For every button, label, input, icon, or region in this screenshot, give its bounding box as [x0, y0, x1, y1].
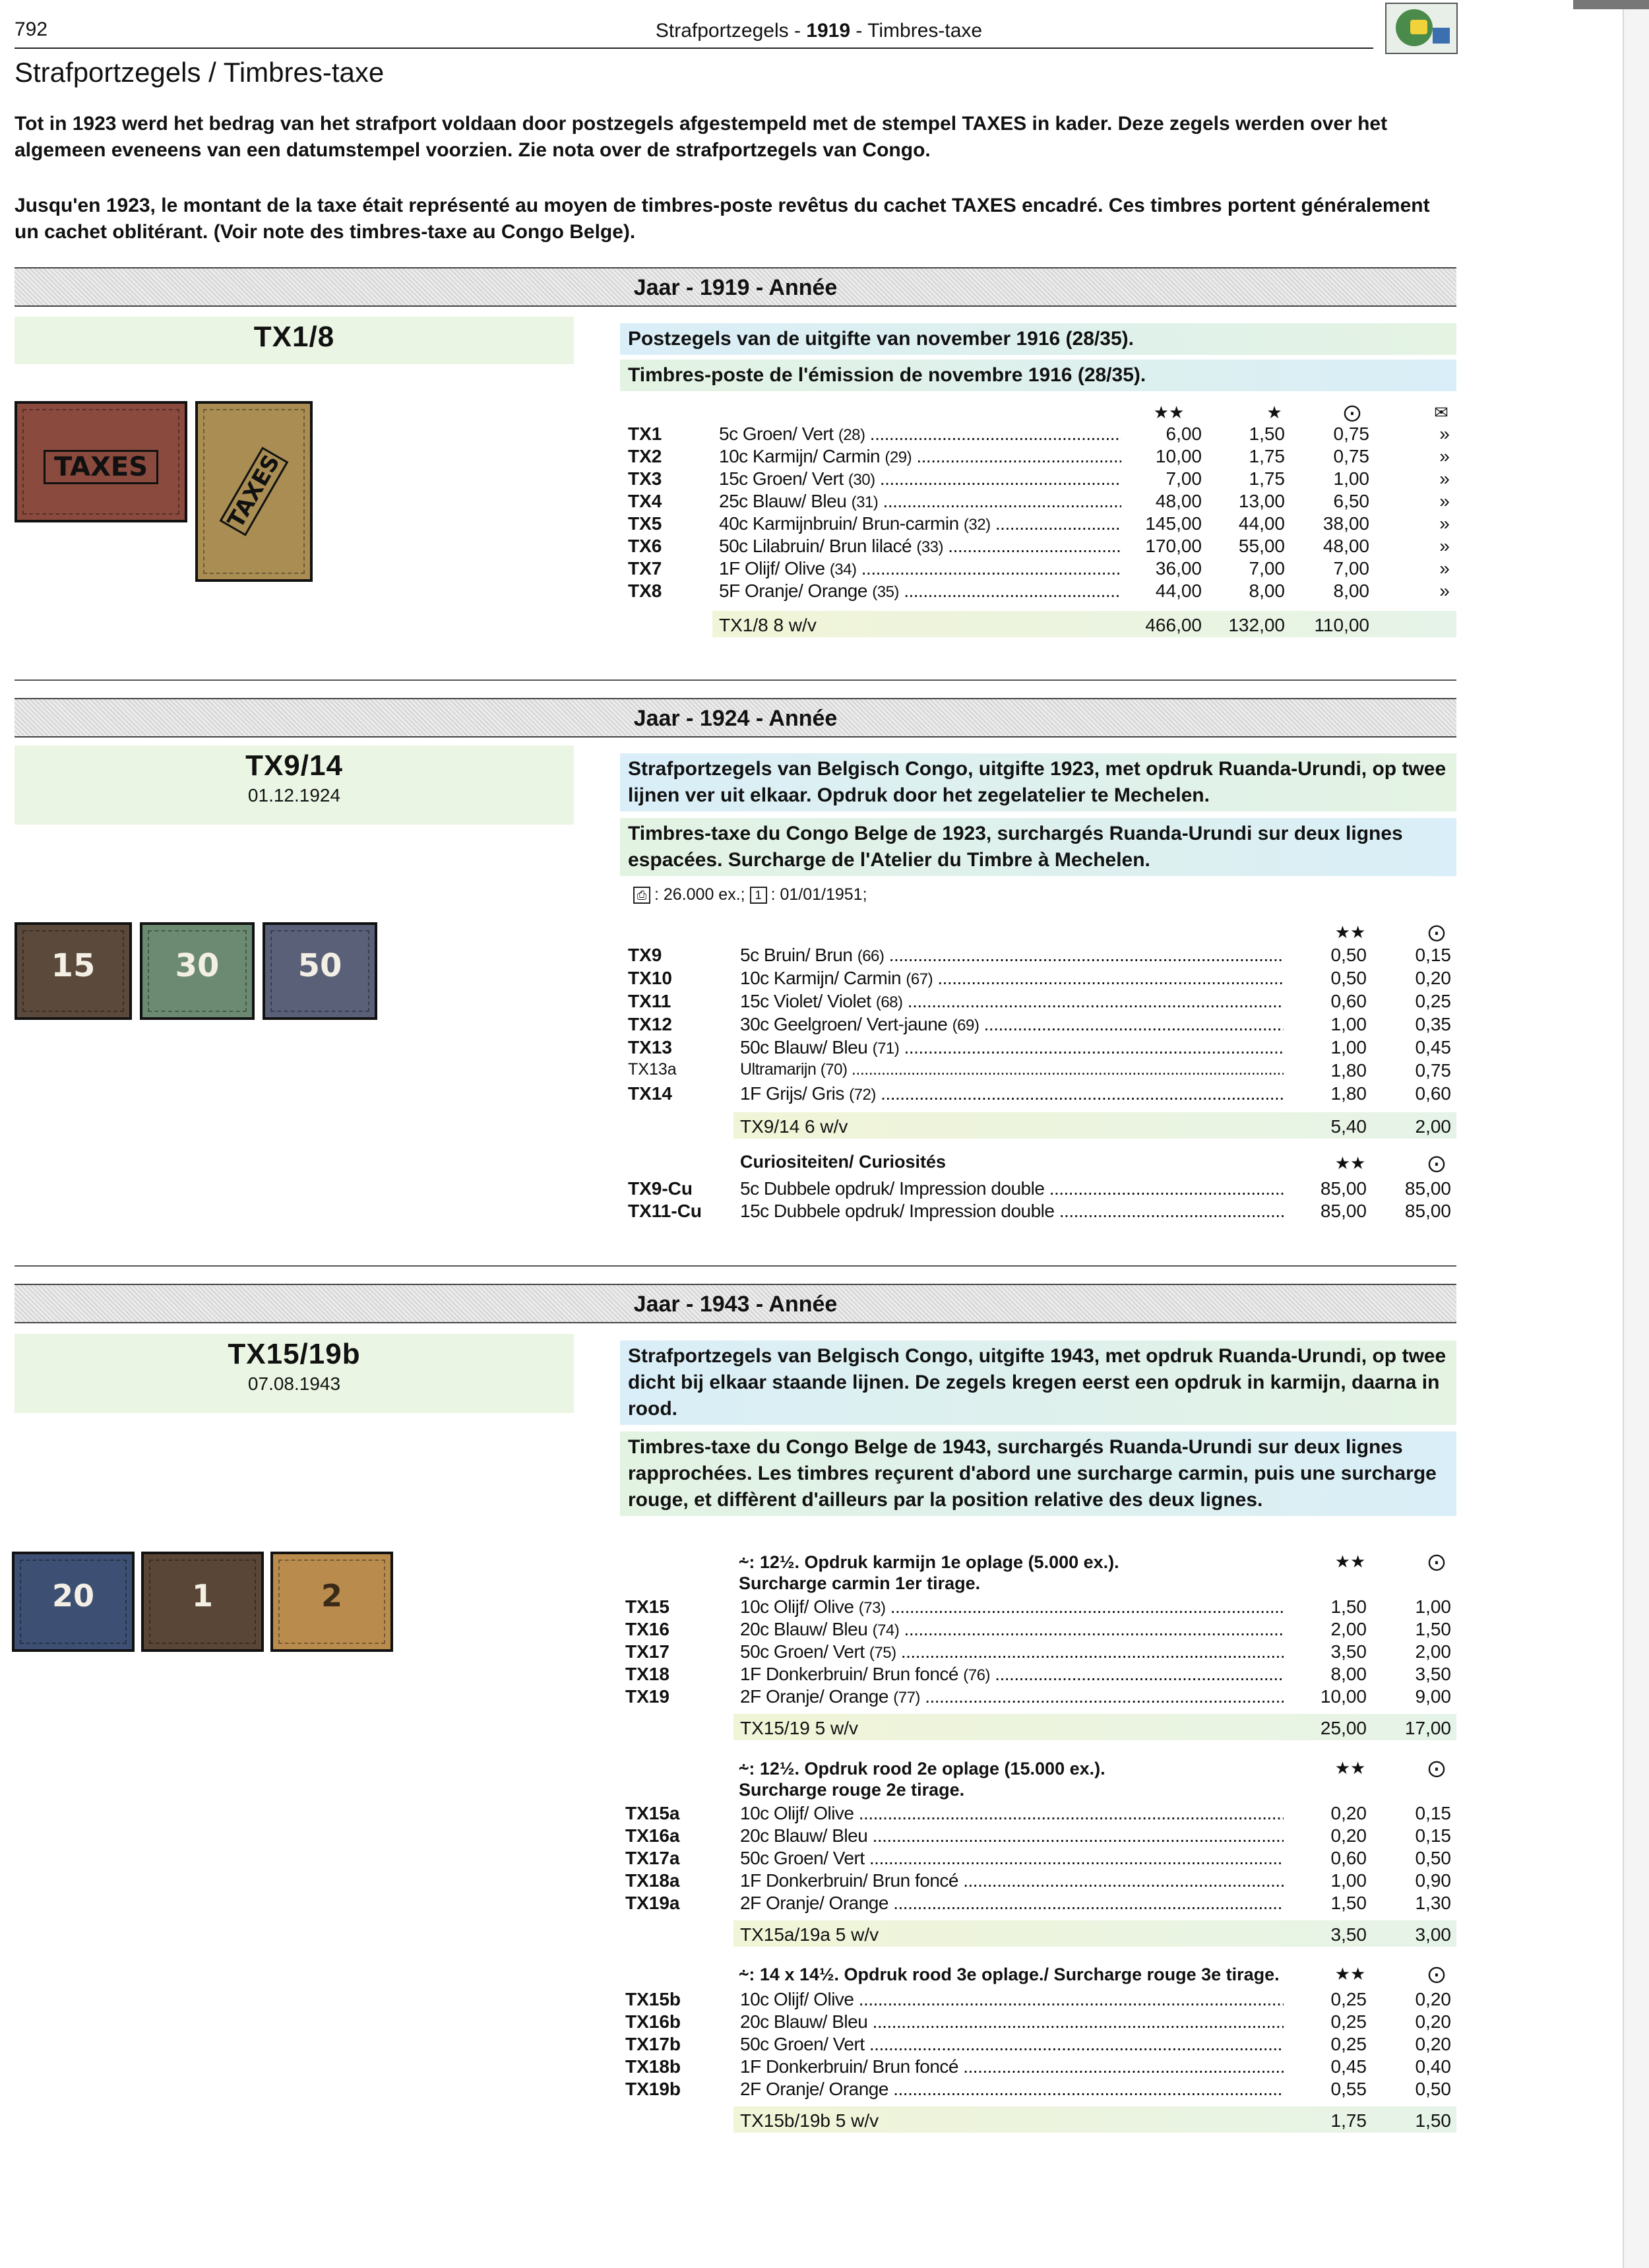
price-cover: » [1439, 513, 1450, 534]
item-reference: (72) [849, 1086, 876, 1104]
section-divider [15, 679, 1456, 681]
item-description: 2F Oranje/ Orange (77) ..... [740, 1686, 1284, 1707]
price-used: 0,20 [1415, 1989, 1451, 2009]
price-mint: 1,00 [1330, 1870, 1367, 1891]
catalogue-number: TX5 [628, 513, 662, 534]
item-reference: (71) [872, 1040, 900, 1057]
price-hinged: 44,00 [1238, 513, 1285, 534]
stamp-image: TAXES [15, 401, 187, 522]
catalogue-code: TX15/19b [228, 1338, 361, 1370]
description-nl: Strafportzegels van Belgisch Congo, uitgifte 1923, met opdruk Ruanda-Urundi, op twee lijnen ver uit elkaar. Opdruk door het zegelatelier te Mechelen. [620, 753, 1456, 811]
table-row [0, 1870, 1649, 1893]
mint-icon: ★★ [1334, 922, 1366, 942]
price-used: 110,00 [1314, 615, 1369, 635]
price-used: 0,20 [1415, 968, 1451, 988]
price-mint: 5,40 [1330, 1116, 1367, 1137]
item-reference: (73) [858, 1599, 886, 1617]
price-mint: 170,00 [1145, 536, 1202, 556]
table-row [0, 945, 1649, 967]
price-used: 0,20 [1415, 2011, 1451, 2032]
item-description: 25c Blauw/ Bleu (31) ..... [719, 491, 1121, 512]
stamp-image: 1 [141, 1552, 264, 1652]
price-used: 0,25 [1415, 991, 1451, 1011]
price-mint: 0,20 [1330, 1803, 1367, 1823]
item-description: 10c Olijf/ Olive (73) ..... [740, 1596, 1284, 1618]
price-hinged: 132,00 [1228, 615, 1285, 635]
catalogue-number: TX4 [628, 491, 662, 511]
catalogue-number: TX18b [625, 2056, 681, 2077]
price-used: 0,20 [1415, 2034, 1451, 2054]
perforation-note-line: : 12½. Opdruk karmijn 1e oplage (5.000 ex.). [749, 1552, 1119, 1572]
section-title: Strafportzegels / Timbres-taxe [15, 57, 385, 88]
mint-icon: ★★ [1334, 1964, 1366, 1984]
price-mint: 0,60 [1330, 991, 1367, 1011]
set-total-label: TX1/8 8 w/v [719, 615, 817, 635]
price-hinged: 55,00 [1238, 536, 1285, 556]
catalogue-code: TX1/8 [253, 321, 335, 353]
stamp-image: 2 [270, 1552, 393, 1652]
price-mint: 3,50 [1330, 1924, 1367, 1945]
catalogue-number: TX18 [625, 1664, 669, 1684]
stamp-image: 15 [15, 922, 132, 1020]
stamp-image: 20 [12, 1552, 135, 1652]
catalogue-number: TX3 [628, 468, 662, 489]
item-description: 10c Karmijn/ Carmin (67) ..... [740, 968, 1284, 989]
price-used: 3,50 [1415, 1664, 1451, 1684]
table-row [0, 581, 1649, 603]
table-row [0, 1989, 1649, 2011]
catalogue-number: TX8 [628, 581, 662, 601]
item-description: 50c Blauw/ Bleu (71) ..... [740, 1037, 1284, 1058]
table-row [0, 2034, 1649, 2056]
price-mint: 0,55 [1330, 2079, 1367, 2099]
price-hinged: 1,50 [1249, 424, 1285, 444]
price-cover: » [1439, 581, 1450, 601]
page-corner-tab [1573, 0, 1649, 9]
mint-icon: ★★ [1334, 1153, 1366, 1173]
price-mint: 3,50 [1330, 1641, 1367, 1662]
item-description: 30c Geelgroen/ Vert-jaune (69) ..... [740, 1014, 1284, 1035]
price-used: 3,00 [1415, 1924, 1451, 1945]
price-mint: 10,00 [1320, 1686, 1367, 1707]
item-description: 10c Olijf/ Olive ..... [740, 1989, 1284, 2010]
perforation-note-line: Surcharge rouge 2e tirage. [739, 1780, 965, 1800]
price-mint: 0,25 [1330, 2011, 1367, 2032]
description-fr: Timbres-taxe du Congo Belge de 1923, surchargés Ruanda-Urundi sur deux lignes espacées. Surcharge de l'Atelier du Timbre à Mechelen. [620, 818, 1456, 876]
price-hinged: 1,75 [1249, 468, 1285, 489]
item-description: 10c Olijf/ Olive ..... [740, 1803, 1284, 1824]
price-mint: 10,00 [1155, 446, 1202, 466]
catalogue-number: TX10 [628, 968, 672, 988]
catalogue-code-box [15, 317, 574, 364]
item-description: 1F Grijs/ Gris (72) ..... [740, 1083, 1284, 1104]
set-total-label: TX15/19 5 w/v [740, 1718, 858, 1738]
item-description: 50c Groen/ Vert (75) ..... [740, 1641, 1284, 1662]
catalogue-number: TX11 [628, 991, 671, 1011]
catalogue-number: TX6 [628, 536, 662, 556]
column-headers [0, 922, 1649, 945]
catalogue-number: TX19 [625, 1686, 669, 1707]
item-description: 20c Blauw/ Bleu (74) ..... [740, 1619, 1284, 1640]
issue-date: 07.08.1943 [247, 1373, 341, 1394]
item-reference: (69) [952, 1017, 980, 1034]
hinged-icon: ★ [1266, 402, 1282, 422]
issue-date: 01.12.1924 [247, 785, 341, 805]
item-reference: (28) [838, 426, 865, 444]
used-icon: ⨀ [1344, 402, 1361, 422]
price-mint: 0,50 [1330, 968, 1367, 988]
table-row [0, 2056, 1649, 2079]
item-reference: (32) [963, 516, 991, 534]
table-row [0, 1178, 1649, 1201]
price-mint: 1,80 [1330, 1060, 1367, 1081]
item-description: 2F Oranje/ Orange ..... [740, 1893, 1284, 1914]
section-divider [15, 1265, 1456, 1267]
item-reference: (77) [893, 1689, 920, 1707]
price-mint: 1,00 [1330, 1037, 1367, 1057]
price-mint: 36,00 [1155, 558, 1202, 579]
price-used: 2,00 [1415, 1641, 1451, 1662]
catalogue-number: TX1 [628, 424, 662, 444]
set-total-label: TX15a/19a 5 w/v [740, 1924, 879, 1945]
price-used: 1,30 [1415, 1893, 1451, 1913]
catalogue-number: TX16b [625, 2011, 681, 2032]
table-row [0, 468, 1649, 491]
price-used: 2,00 [1415, 1116, 1451, 1137]
item-description: 50c Groen/ Vert ..... [740, 2034, 1284, 2055]
set-total [733, 1112, 1456, 1139]
year-band-1919: Jaar - 1919 - Année [15, 267, 1456, 307]
mint-icon: ★★ [1334, 1758, 1366, 1778]
catalogue-code-box [15, 745, 574, 825]
cover-icon: ✉ [1434, 402, 1448, 422]
item-description: 1F Olijf/ Olive (34) ..... [719, 558, 1121, 579]
table-row [0, 968, 1649, 990]
used-icon: ⨀ [1428, 1552, 1445, 1571]
catalogue-code: TX9/14 [245, 749, 343, 782]
price-mint: 48,00 [1155, 491, 1202, 511]
table-row [0, 446, 1649, 468]
item-reference: (75) [869, 1644, 896, 1662]
perforation-note-line: : 14 x 14½. Opdruk rood 3e oplage./ Surcharge rouge 3e tirage. [749, 1965, 1280, 1984]
price-mint: 2,00 [1330, 1619, 1367, 1639]
table-row [0, 991, 1649, 1013]
item-reference: (66) [857, 947, 885, 965]
price-mint: 8,00 [1330, 1664, 1367, 1684]
price-used: 0,15 [1415, 1803, 1451, 1823]
price-cover: » [1439, 446, 1450, 466]
curiosities-title: Curiositeiten/ Curiosités [740, 1152, 947, 1172]
item-reference: (68) [875, 993, 903, 1011]
price-used: 0,50 [1415, 1848, 1451, 1868]
catalogue-number: TX11-Cu [628, 1201, 702, 1221]
catalogue-number: TX15a [625, 1803, 680, 1823]
print-info: ⎙ : 26.000 ex.; 1 : 01/01/1951; [633, 885, 867, 904]
page-right-margin [1623, 0, 1649, 2268]
item-description: 50c Lilabruin/ Brun lilacé (33) ..... [719, 536, 1121, 557]
catalogue-number: TX17b [625, 2034, 681, 2054]
price-used: 48,00 [1322, 536, 1369, 556]
table-row [0, 424, 1649, 446]
perforation-icon: ⸞ [739, 1759, 749, 1779]
item-description: 20c Blauw/ Bleu ..... [740, 1825, 1284, 1846]
catalogue-number: TX7 [628, 558, 662, 579]
catalogue-code-box [15, 1334, 574, 1413]
price-mint: 1,75 [1330, 2110, 1367, 2131]
price-used: 0,75 [1333, 446, 1369, 466]
catalogue-number: TX16 [625, 1619, 669, 1639]
price-used: 1,00 [1415, 1596, 1451, 1617]
stamp-image: 30 [140, 922, 255, 1020]
item-description: Ultramarijn (70) ..... [740, 1060, 1284, 1079]
price-used: 85,00 [1404, 1201, 1451, 1221]
price-used: 0,50 [1415, 2079, 1451, 2099]
column-headers [0, 402, 1649, 425]
price-used: 0,15 [1415, 945, 1451, 965]
price-used: 1,50 [1415, 2110, 1451, 2131]
column-headers [0, 1153, 1649, 1176]
table-row [0, 1083, 1649, 1106]
price-mint: 1,00 [1330, 1014, 1367, 1034]
price-mint: 0,50 [1330, 945, 1367, 965]
description-nl: Postzegels van de uitgifte van november 1916 (28/35). [620, 323, 1456, 355]
table-row [0, 491, 1649, 513]
price-used: 7,00 [1333, 558, 1369, 579]
perforation-note-line: : 12½. Opdruk rood 2e oplage (15.000 ex.). [749, 1759, 1105, 1779]
year-band-1943: Jaar - 1943 - Année [15, 1284, 1456, 1323]
price-mint: 7,00 [1166, 468, 1202, 489]
table-row [0, 558, 1649, 581]
price-mint: 85,00 [1320, 1178, 1367, 1199]
column-headers [0, 1758, 1649, 1780]
price-used: 0,40 [1415, 2056, 1451, 2077]
set-total [733, 2106, 1456, 2133]
price-used: 1,50 [1415, 1619, 1451, 1639]
set-total [712, 611, 1456, 637]
item-description: 20c Blauw/ Bleu ..... [740, 2011, 1284, 2032]
header-rule [15, 47, 1373, 49]
table-row [0, 513, 1649, 536]
price-mint: 0,45 [1330, 2056, 1367, 2077]
catalogue-number: TX2 [628, 446, 662, 466]
item-reference: (29) [885, 449, 912, 466]
publisher-logo-icon [1385, 3, 1458, 54]
price-used: 6,50 [1333, 491, 1369, 511]
print-run-icon: ⎙ [633, 887, 650, 904]
catalogue-number: TX9 [628, 945, 662, 965]
price-mint: 25,00 [1320, 1718, 1367, 1738]
catalogue-number: TX14 [628, 1083, 672, 1104]
price-used: 1,00 [1333, 468, 1369, 489]
table-row [0, 1014, 1649, 1036]
table-row [0, 2079, 1649, 2101]
price-used: 0,75 [1415, 1060, 1451, 1081]
used-icon: ⨀ [1428, 1153, 1445, 1173]
price-used: 17,00 [1404, 1718, 1451, 1738]
item-description: 15c Dubbele opdruk/ Impression double ..... [740, 1201, 1284, 1222]
perforation-icon: ⸞ [739, 1552, 749, 1572]
price-cover: » [1439, 536, 1450, 556]
price-used: 0,60 [1415, 1083, 1451, 1104]
catalogue-number: TX16a [625, 1825, 680, 1846]
item-reference: (35) [872, 583, 899, 601]
table-row [0, 1201, 1649, 1223]
item-reference: (34) [829, 561, 857, 579]
price-cover: » [1439, 491, 1450, 511]
item-description: 10c Karmijn/ Carmin (29) ..... [719, 446, 1121, 467]
validity-icon: 1 [750, 887, 767, 904]
table-row [0, 1825, 1649, 1848]
used-icon: ⨀ [1428, 1964, 1445, 1984]
year-band-1924: Jaar - 1924 - Année [15, 698, 1456, 738]
price-used: 0,90 [1415, 1870, 1451, 1891]
table-row [0, 1619, 1649, 1641]
intro-text-nl: Tot in 1923 werd het bedrag van het strafport voldaan door postzegels afgestempeld met de stempel TAXES in kader. Deze zegels werden over het algemeen eveneens van een datumstempel voorzien. Zie nota over de strafportzegels van Congo. [15, 113, 1388, 161]
table-row [0, 1848, 1649, 1870]
price-mint: 6,00 [1166, 424, 1202, 444]
set-total-label: TX15b/19b 5 w/v [740, 2110, 879, 2131]
price-mint: 1,50 [1330, 1893, 1367, 1913]
price-mint: 0,25 [1330, 1989, 1367, 2009]
catalogue-number: TX18a [625, 1870, 680, 1891]
perforation-icon: ⸞ [739, 1965, 749, 1984]
item-reference: (33) [916, 538, 944, 556]
used-icon: ⨀ [1428, 1758, 1445, 1778]
table-row [0, 1803, 1649, 1825]
item-description: 15c Violet/ Violet (68) ..... [740, 991, 1284, 1012]
description-fr: Timbres-taxe du Congo Belge de 1943, surchargés Ruanda-Urundi sur deux lignes rapprochées. Les timbres reçurent d'abord une surcharge carmin, puis une surcharge rouge, et diffèrent d'ailleurs par la position relative des deux lignes. [620, 1432, 1456, 1516]
price-mint: 1,50 [1330, 1596, 1367, 1617]
column-headers [0, 1964, 1649, 1986]
item-reference: (76) [963, 1666, 990, 1684]
table-row [0, 2011, 1649, 2034]
table-row [0, 536, 1649, 558]
price-cover: » [1439, 424, 1450, 444]
table-row [0, 1596, 1649, 1619]
item-description: 50c Groen/ Vert ..... [740, 1848, 1284, 1869]
price-hinged: 1,75 [1249, 446, 1285, 466]
price-mint: 466,00 [1145, 615, 1202, 635]
price-hinged: 13,00 [1238, 491, 1285, 511]
page-number: 792 [15, 18, 48, 40]
price-used: 8,00 [1333, 581, 1369, 601]
catalogue-number: TX9-Cu [628, 1178, 693, 1199]
price-used: 0,45 [1415, 1037, 1451, 1057]
item-description: 40c Karmijnbruin/ Brun-carmin (32) ..... [719, 513, 1121, 534]
item-description: 5F Oranje/ Orange (35) ..... [719, 581, 1121, 602]
used-icon: ⨀ [1428, 922, 1445, 942]
table-row [0, 1893, 1649, 1915]
item-reference: (30) [848, 471, 875, 489]
description-nl: Strafportzegels van Belgisch Congo, uitgifte 1943, met opdruk Ruanda-Urundi, op twee dicht bij elkaar staande lijnen. De zegels kregen eerst een opdruk in karmijn, daarna in rood. [620, 1340, 1456, 1425]
price-used: 9,00 [1415, 1686, 1451, 1707]
price-mint: 85,00 [1320, 1201, 1367, 1221]
price-mint: 0,25 [1330, 2034, 1367, 2054]
stamp-image: TAXES [195, 401, 313, 582]
table-row [0, 1060, 1649, 1083]
price-used: 85,00 [1404, 1178, 1451, 1199]
set-total [733, 1714, 1456, 1740]
item-reference: (31) [851, 493, 879, 511]
price-used: 0,75 [1333, 424, 1369, 444]
column-headers [0, 1552, 1649, 1574]
catalogue-number: TX13 [628, 1037, 672, 1057]
item-description: 1F Donkerbruin/ Brun foncé ..... [740, 2056, 1284, 2077]
item-reference: (74) [872, 1622, 900, 1639]
price-hinged: 7,00 [1249, 558, 1285, 579]
price-hinged: 8,00 [1249, 581, 1285, 601]
mint-icon: ★★ [1153, 402, 1185, 422]
catalogue-number: TX17a [625, 1848, 680, 1868]
table-row [0, 1641, 1649, 1664]
catalogue-number: TX19b [625, 2079, 681, 2099]
item-reference: (67) [906, 970, 933, 988]
price-mint: 145,00 [1145, 513, 1202, 534]
set-total [733, 1920, 1456, 1947]
intro-text-fr: Jusqu'en 1923, le montant de la taxe était représenté au moyen de timbres-poste revêtus du cachet TAXES encadré. Ces timbres portent généralement un cachet oblitérant. (Voir note des timbres-taxe au Congo Belge). [15, 195, 1430, 243]
catalogue-number: TX15b [625, 1989, 681, 2009]
price-mint: 0,20 [1330, 1825, 1367, 1846]
item-description: 5c Groen/ Vert (28) ..... [719, 424, 1121, 445]
price-mint: 1,80 [1330, 1083, 1367, 1104]
table-row [0, 1037, 1649, 1059]
price-cover: » [1439, 558, 1450, 579]
catalogue-number: TX12 [628, 1014, 672, 1034]
catalogue-number: TX15 [625, 1596, 669, 1617]
catalogue-number: TX19a [625, 1893, 680, 1913]
price-cover: » [1439, 468, 1450, 489]
running-title: Strafportzegels - 1919 - Timbres-taxe [655, 20, 983, 42]
price-mint: 0,60 [1330, 1848, 1367, 1868]
price-used: 0,35 [1415, 1014, 1451, 1034]
description-fr: Timbres-poste de l'émission de novembre 1916 (28/35). [620, 360, 1456, 391]
price-used: 38,00 [1322, 513, 1369, 534]
stamp-image: 50 [263, 922, 377, 1020]
item-description: 5c Dubbele opdruk/ Impression double ..... [740, 1178, 1284, 1199]
item-description: 1F Donkerbruin/ Brun foncé (76) ..... [740, 1664, 1284, 1685]
mint-icon: ★★ [1334, 1552, 1366, 1571]
item-description: 5c Bruin/ Brun (66) ..... [740, 945, 1284, 966]
perforation-note-line: Surcharge carmin 1er tirage. [739, 1573, 981, 1593]
item-description: 15c Groen/ Vert (30) ..... [719, 468, 1121, 489]
catalogue-number: TX17 [625, 1641, 669, 1662]
table-row [0, 1664, 1649, 1686]
item-reference: (70) [820, 1061, 848, 1079]
table-row [0, 1686, 1649, 1709]
item-description: 1F Donkerbruin/ Brun foncé ..... [740, 1870, 1284, 1891]
item-description: 2F Oranje/ Orange ..... [740, 2079, 1284, 2100]
set-total-label: TX9/14 6 w/v [740, 1116, 848, 1137]
price-used: 0,15 [1415, 1825, 1451, 1846]
price-mint: 44,00 [1155, 581, 1202, 601]
catalogue-number: TX13a [628, 1060, 677, 1079]
